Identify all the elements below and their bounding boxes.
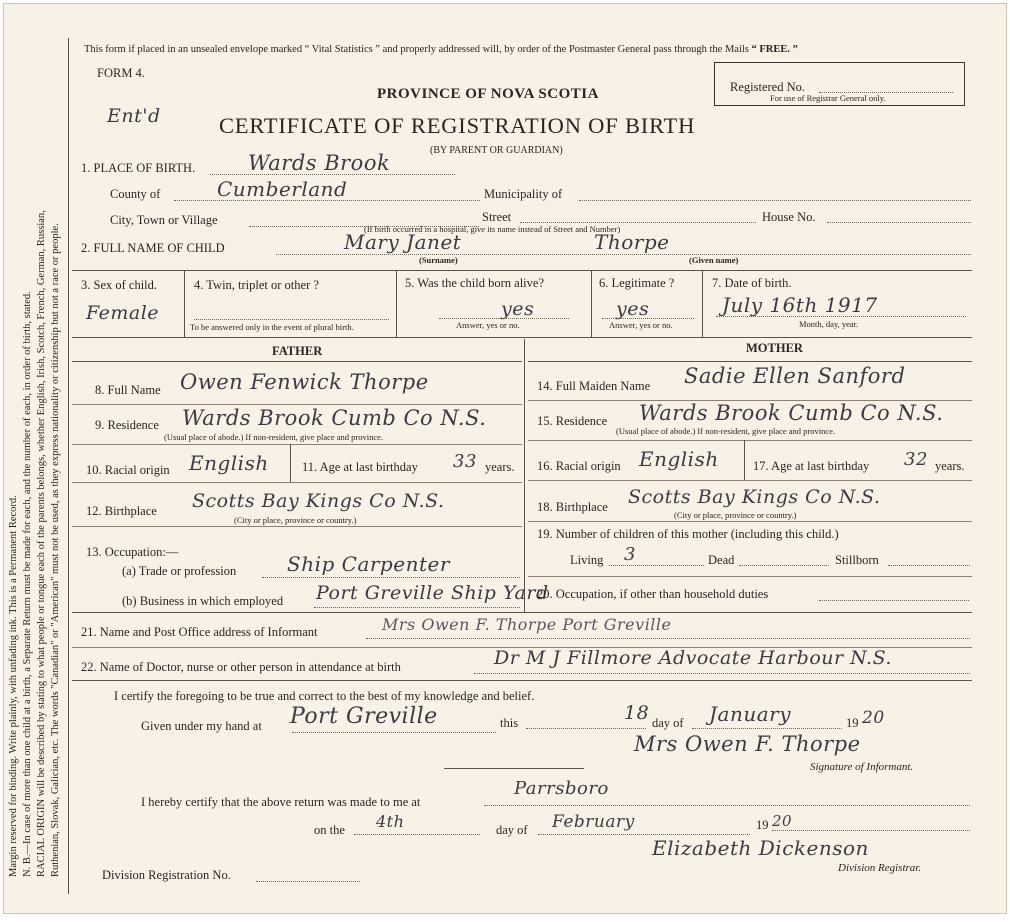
place-of-birth-label: 1. PLACE OF BIRTH. xyxy=(81,161,196,175)
father-business-label: (b) Business in which employed xyxy=(122,594,284,608)
dead-line xyxy=(739,565,829,566)
living-label: Living xyxy=(570,553,604,567)
given-name-hint: (Given name) xyxy=(689,255,739,265)
place-of-birth-value: Wards Brook xyxy=(248,151,391,175)
father-years-label: years. xyxy=(485,460,515,474)
return-year-prefix: 19 xyxy=(756,818,769,832)
father-name-label: 8. Full Name xyxy=(95,383,161,397)
father-heading-rule xyxy=(72,361,522,362)
given-place-value: Port Greville xyxy=(290,704,438,729)
mother-row-rule-4 xyxy=(528,521,972,522)
twin-line xyxy=(194,319,389,320)
street-line xyxy=(520,222,756,223)
full-name-label: 2. FULL NAME OF CHILD xyxy=(81,241,225,255)
registered-box xyxy=(714,62,965,106)
living-line xyxy=(609,565,704,566)
father-row-rule-4 xyxy=(72,526,522,527)
mother-residence-value: Wards Brook Cumb Co N.S. xyxy=(639,401,944,425)
return-day-line xyxy=(354,834,480,835)
mother-racial-label: 16. Racial origin xyxy=(537,459,621,473)
return-month-line xyxy=(538,834,750,835)
registered-label: Registered No. xyxy=(730,80,805,94)
mother-age-divider xyxy=(744,440,745,480)
municipality-label: Municipality of xyxy=(484,187,563,201)
informant-line xyxy=(366,638,970,639)
mother-age-value: 32 xyxy=(904,449,928,470)
born-alive-line xyxy=(439,318,569,319)
informant-label: 21. Name and Post Office address of Informant xyxy=(81,625,318,639)
house-number-label: House No. xyxy=(762,210,816,224)
mother-heading-rule xyxy=(528,361,972,362)
return-place-line xyxy=(484,805,970,806)
doctor-label: 22. Name of Doctor, nurse or other person in attendance at birth xyxy=(81,660,401,674)
mother-residence-note: (Usual place of abode.) If non-resident, give place and province. xyxy=(616,426,836,436)
box-divider-1 xyxy=(184,270,185,337)
given-month-value: January xyxy=(709,702,791,726)
mother-birthplace-note: (City or place, province or country.) xyxy=(674,510,797,520)
mother-years-label: years. xyxy=(935,459,965,473)
mother-row-rule-3 xyxy=(528,480,972,481)
province-heading: PROVINCE OF NOVA SCOTIA xyxy=(377,86,599,102)
legitimate-value: yes xyxy=(616,298,650,320)
municipality-line xyxy=(579,200,971,201)
children-count-label: 19. Number of children of this mother (including this child.) xyxy=(537,527,839,541)
doctor-value: Dr M J Fillmore Advocate Harbour N.S. xyxy=(494,647,892,669)
day-of-label: day of xyxy=(652,716,684,730)
given-under-label: Given under my hand at xyxy=(141,719,262,733)
dob-value: July 16th 1917 xyxy=(722,293,878,317)
place-of-birth-line xyxy=(210,174,455,175)
mother-residence-label: 15. Residence xyxy=(537,414,608,428)
this-label: this xyxy=(500,716,519,730)
county-label: County of xyxy=(110,187,161,201)
father-heading: FATHER xyxy=(272,344,323,358)
mail-notice xyxy=(84,44,798,55)
surname-hint: (Surname) xyxy=(419,255,458,265)
legitimate-line xyxy=(602,318,694,319)
mother-name-value: Sadie Ellen Sanford xyxy=(684,364,906,388)
certify-statement: I certify the foregoing to be true and correct to the best of my knowledge and belief. xyxy=(114,689,535,703)
mother-racial-value: English xyxy=(639,447,719,471)
father-trade-label: (a) Trade or profession xyxy=(122,564,237,578)
margin-note-4: Ruthenian, Slovak, Galician, etc. The words "Canadian" or "American" must not be used, as they express nationality or citizenship but not a race or people. xyxy=(50,223,61,877)
father-business-value: Port Greville Ship Yard xyxy=(316,582,549,604)
father-racial-value: English xyxy=(189,451,269,475)
margin-rule xyxy=(68,38,69,894)
rule-bottom-boxes xyxy=(72,337,972,338)
mother-birthplace-value: Scotts Bay Kings Co N.S. xyxy=(628,486,881,508)
child-given-value: Thorpe xyxy=(594,230,670,254)
return-day-value: 4th xyxy=(376,812,405,831)
city-label: City, Town or Village xyxy=(110,213,218,227)
on-the-label: on the xyxy=(314,823,345,837)
father-age-value: 33 xyxy=(453,451,477,472)
rule-certify xyxy=(72,680,972,681)
father-birthplace-value: Scotts Bay Kings Co N.S. xyxy=(192,490,445,512)
birth-certificate xyxy=(3,3,1007,914)
mother-occupation-line xyxy=(819,600,969,601)
stillborn-label: Stillborn xyxy=(835,553,879,567)
father-residence-label: 9. Residence xyxy=(95,418,159,432)
father-birthplace-note: (City or place, province or country.) xyxy=(234,515,357,525)
mother-occupation-label: 20. Occupation, if other than household duties xyxy=(537,587,769,601)
return-label: I hereby certify that the above return was made to me at xyxy=(141,795,421,809)
box-divider-4 xyxy=(702,270,703,337)
father-age-label: 11. Age at last birthday xyxy=(302,460,418,474)
margin-notes xyxy=(4,4,66,909)
informant-value: Mrs Owen F. Thorpe Port Greville xyxy=(382,615,672,634)
father-residence-note: (Usual place of abode.) If non-resident, give place and province. xyxy=(164,432,384,442)
living-value: 3 xyxy=(624,544,636,565)
county-line xyxy=(174,200,480,201)
house-number-line xyxy=(827,222,971,223)
dob-note: Month, day, year. xyxy=(799,319,859,329)
given-day-line xyxy=(526,728,646,729)
mother-birthplace-label: 18. Birthplace xyxy=(537,500,608,514)
mail-notice-text: This form if placed in an unsealed envelope marked “ Vital Statistics ” and properly addressed will, by order of the Postmaster General pass through the Mails xyxy=(84,44,749,55)
doctor-line xyxy=(474,673,970,674)
given-year-prefix: 19 xyxy=(846,716,859,730)
father-business-line xyxy=(314,607,520,608)
given-day-value: 18 xyxy=(624,702,650,724)
legitimate-note: Answer, yes or no. xyxy=(609,320,673,330)
margin-note-2: N. B.—In case of more than one child at a birth, a Separate Return must be made for each, and the number of each, in order of birth, stated. xyxy=(22,291,33,877)
registered-note: For use of Registrar General only. xyxy=(770,93,886,103)
return-day-of-label: day of xyxy=(496,823,528,837)
informant-signature: Mrs Owen F. Thorpe xyxy=(634,732,861,756)
county-value: Cumberland xyxy=(217,177,348,201)
return-month-value: February xyxy=(552,812,635,832)
dead-label: Dead xyxy=(708,553,735,567)
mother-heading: MOTHER xyxy=(746,341,803,355)
margin-note-3: RACIAL ORIGIN will be described by stating to what people or tongue each of the parents belongs, whether English, Irish, Scotch, French, German, Russian, xyxy=(36,210,47,877)
given-place-line xyxy=(292,732,496,733)
certificate-title: CERTIFICATE OF REGISTRATION OF BIRTH xyxy=(219,113,696,138)
margin-note-1: Margin reserved for binding. Write plainly, with unfading ink. This is a Permanent Record. xyxy=(8,495,19,877)
certificate-subtitle: (BY PARENT OR GUARDIAN) xyxy=(430,145,563,156)
mother-age-label: 17. Age at last birthday xyxy=(753,459,870,473)
given-month-line xyxy=(692,728,842,729)
father-age-divider xyxy=(290,444,291,482)
father-birthplace-label: 12. Birthplace xyxy=(86,504,157,518)
division-registration-line xyxy=(256,881,360,882)
born-alive-value: yes xyxy=(501,298,535,320)
born-alive-note: Answer, yes or no. xyxy=(456,320,520,330)
rule-informant xyxy=(72,612,972,613)
form-number: FORM 4. xyxy=(97,66,145,80)
dob-line xyxy=(716,316,966,317)
child-name-line xyxy=(276,254,971,255)
father-row-rule-1 xyxy=(72,404,522,405)
dob-label: 7. Date of birth. xyxy=(712,276,792,290)
twin-label: 4. Twin, triplet or other ? xyxy=(194,278,319,292)
mail-notice-free: “ FREE. ” xyxy=(751,44,798,55)
father-trade-value: Ship Carpenter xyxy=(287,552,450,576)
father-row-rule-2 xyxy=(72,444,522,445)
father-racial-label: 10. Racial origin xyxy=(86,463,170,477)
stillborn-line xyxy=(888,565,970,566)
entered-annotation: Ent'd xyxy=(107,105,161,127)
box-divider-3 xyxy=(591,270,592,337)
informant-signature-label: Signature of Informant. xyxy=(810,761,914,773)
street-label: Street xyxy=(482,210,512,224)
return-place-value: Parrsboro xyxy=(514,778,609,799)
hospital-note: (If birth occurred in a hospital, give its name instead of Street and Number) xyxy=(364,224,621,234)
child-surname-value: Mary Janet xyxy=(344,230,462,254)
given-year-value: 20 xyxy=(862,708,885,728)
father-occupation-label: 13. Occupation:— xyxy=(86,545,179,559)
rule-top-boxes xyxy=(72,270,972,271)
registrar-label: Division Registrar. xyxy=(838,862,922,874)
father-residence-value: Wards Brook Cumb Co N.S. xyxy=(182,406,487,430)
father-name-value: Owen Fenwick Thorpe xyxy=(180,370,429,394)
legitimate-label: 6. Legitimate ? xyxy=(599,276,675,290)
twin-note: To be answered only in the event of plural birth. xyxy=(190,322,354,332)
registrar-signature: Elizabeth Dickenson xyxy=(652,836,869,860)
box-divider-2 xyxy=(396,270,397,337)
father-row-rule-3 xyxy=(72,482,522,483)
signature-separator xyxy=(444,768,584,769)
mother-name-label: 14. Full Maiden Name xyxy=(537,379,651,393)
father-trade-line xyxy=(262,577,520,578)
born-alive-label: 5. Was the child born alive? xyxy=(405,276,545,290)
sex-label: 3. Sex of child. xyxy=(81,278,158,292)
division-registration-label: Division Registration No. xyxy=(102,868,231,882)
mother-row-rule-5 xyxy=(528,576,972,577)
mother-row-rule-2 xyxy=(528,440,972,441)
sex-value: Female xyxy=(86,302,160,324)
return-year-value: 20 xyxy=(772,812,793,830)
return-year-line xyxy=(772,830,970,831)
parents-divider xyxy=(524,339,525,612)
